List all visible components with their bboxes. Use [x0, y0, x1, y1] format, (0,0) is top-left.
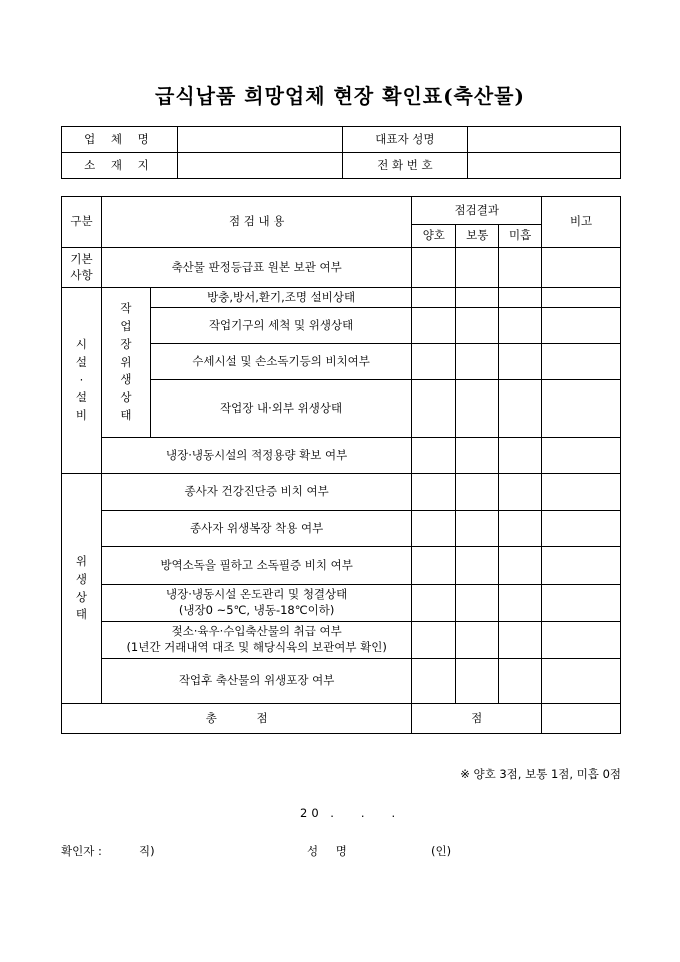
facility-item: 냉장·냉동시설의 적정용량 확보 여부: [101, 438, 411, 474]
result-cell[interactable]: [412, 622, 456, 659]
facility-item: 수세시설 및 손소독기등의 비치여부: [150, 344, 411, 380]
header-normal: 보통: [456, 225, 499, 248]
workplace-hygiene-label: 작 업 장 위 생 상 태: [101, 288, 150, 438]
result-cell[interactable]: [412, 248, 456, 288]
hygiene-item: 냉장·냉동시설 온도관리 및 청결상태 (냉장0 ~5℃, 냉동-18℃이하): [101, 585, 411, 622]
phone-field[interactable]: [468, 153, 621, 179]
basic-category: 기본 사항: [62, 248, 102, 288]
company-info-table: [61, 126, 621, 179]
result-cell[interactable]: [456, 547, 499, 585]
address-field[interactable]: [177, 153, 342, 179]
scoring-note: ※ 양호 3점, 보통 1점, 미흡 0점: [460, 767, 621, 781]
hygiene-item: 방역소독을 필하고 소독필증 비치 여부: [101, 547, 411, 585]
hygiene-item: 종사자 건강진단증 비치 여부: [101, 474, 411, 511]
header-poor: 미흡: [499, 225, 542, 248]
facility-category: 시 설 · 설 비: [62, 288, 102, 474]
page-title: 급식납품 희망업체 현장 확인표(축산물): [155, 84, 525, 108]
result-cell[interactable]: [499, 659, 542, 704]
result-cell[interactable]: [456, 474, 499, 511]
phone-label: 전 화 번 호: [342, 153, 468, 179]
note-cell[interactable]: [542, 511, 621, 547]
result-cell[interactable]: [499, 380, 542, 438]
facility-item: 작업장 내·외부 위생상태: [150, 380, 411, 438]
result-cell[interactable]: [412, 438, 456, 474]
note-cell[interactable]: [542, 659, 621, 704]
header-category: 구분: [62, 197, 102, 248]
result-cell[interactable]: [412, 344, 456, 380]
note-cell[interactable]: [542, 308, 621, 344]
result-cell[interactable]: [456, 344, 499, 380]
hygiene-item: 젖소·육우·수입축산물의 취급 여부 (1년간 거래내역 대조 및 해당식육의 보관여부 확인): [101, 622, 411, 659]
result-cell[interactable]: [499, 622, 542, 659]
result-cell[interactable]: [412, 474, 456, 511]
result-cell[interactable]: [456, 288, 499, 308]
result-cell[interactable]: [499, 438, 542, 474]
facility-item: 방충,방서,환기,조명 설비상태: [150, 288, 411, 308]
representative-field[interactable]: [468, 127, 621, 153]
note-cell[interactable]: [542, 585, 621, 622]
note-cell[interactable]: [542, 248, 621, 288]
note-cell[interactable]: [542, 438, 621, 474]
result-cell[interactable]: [499, 585, 542, 622]
result-cell[interactable]: [412, 511, 456, 547]
total-score[interactable]: 점: [412, 704, 542, 734]
result-cell[interactable]: [456, 380, 499, 438]
result-cell[interactable]: [499, 511, 542, 547]
note-cell[interactable]: [542, 288, 621, 308]
result-cell[interactable]: [412, 288, 456, 308]
hygiene-item: 종사자 위생복장 착용 여부: [101, 511, 411, 547]
company-name-field[interactable]: [177, 127, 342, 153]
result-cell[interactable]: [499, 308, 542, 344]
representative-label: 대표자 성명: [342, 127, 468, 153]
position-field[interactable]: 직): [139, 844, 155, 858]
result-cell[interactable]: [456, 622, 499, 659]
result-cell[interactable]: [499, 547, 542, 585]
facility-item: 작업기구의 세척 및 위생상태: [150, 308, 411, 344]
note-cell[interactable]: [542, 474, 621, 511]
total-label: 총 점: [62, 704, 412, 734]
result-cell[interactable]: [456, 308, 499, 344]
result-cell[interactable]: [499, 344, 542, 380]
note-cell[interactable]: [542, 622, 621, 659]
result-cell[interactable]: [456, 585, 499, 622]
result-cell[interactable]: [456, 438, 499, 474]
result-cell[interactable]: [412, 308, 456, 344]
note-cell[interactable]: [542, 547, 621, 585]
result-cell[interactable]: [412, 547, 456, 585]
result-cell[interactable]: [499, 288, 542, 308]
confirmer-label: 확인자 :: [61, 844, 102, 858]
inspection-table: [61, 196, 621, 734]
header-result: 점검결과: [412, 197, 542, 225]
result-cell[interactable]: [412, 380, 456, 438]
hygiene-item: 작업후 축산물의 위생포장 여부: [101, 659, 411, 704]
basic-item: 축산물 판정등급표 원본 보관 여부: [101, 248, 411, 288]
note-cell[interactable]: [542, 344, 621, 380]
result-cell[interactable]: [412, 659, 456, 704]
hygiene-category: 위 생 상 태: [62, 474, 102, 704]
result-cell[interactable]: [499, 248, 542, 288]
header-note: 비고: [542, 197, 621, 248]
result-cell[interactable]: [456, 248, 499, 288]
note-cell[interactable]: [542, 380, 621, 438]
note-cell[interactable]: [542, 704, 621, 734]
header-good: 양호: [412, 225, 456, 248]
result-cell[interactable]: [456, 659, 499, 704]
seal-mark: (인): [431, 844, 452, 858]
address-label: 소 재 지: [62, 153, 178, 179]
date-field[interactable]: 20 . . .: [300, 806, 400, 820]
company-name-label: 업 체 명: [62, 127, 178, 153]
result-cell[interactable]: [499, 474, 542, 511]
result-cell[interactable]: [412, 585, 456, 622]
header-content: 점 검 내 용: [101, 197, 411, 248]
result-cell[interactable]: [456, 511, 499, 547]
name-field[interactable]: 성 명: [307, 844, 347, 858]
